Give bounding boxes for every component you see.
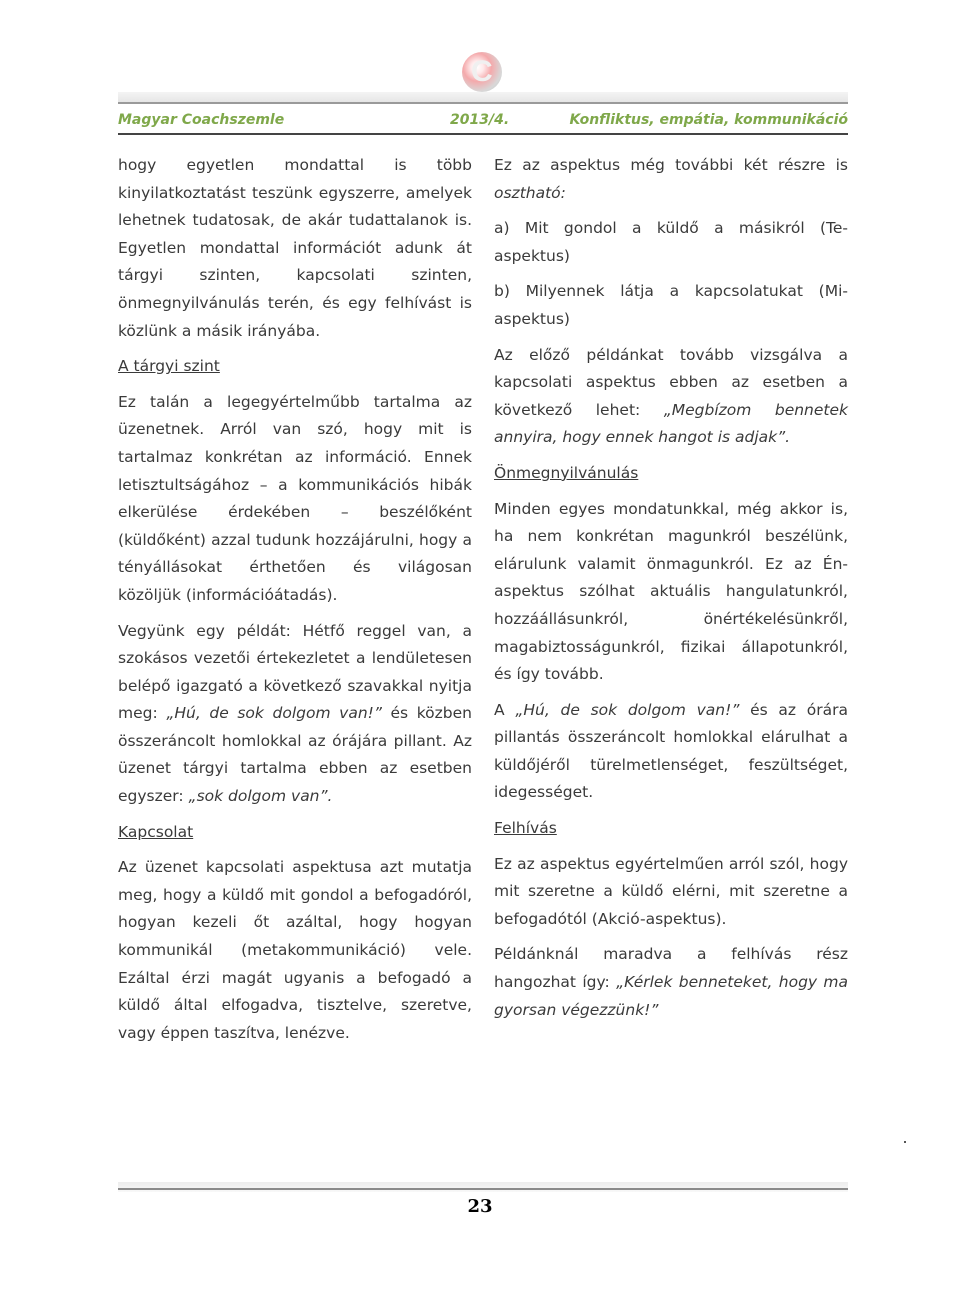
list-item-te-aspektus: a) Mit gondol a küldő a másikról (Te-aspektus) — [494, 219, 848, 265]
footer-band — [118, 1182, 848, 1192]
issue-number: 2013/4. — [450, 112, 510, 128]
paragraph: Az előző példánkat tovább vizsgálva a kapcsolati aspektus ebben az esetben a következő lehet: „Megbízom bennetek annyira, hogy ennek hangot is adjak”. — [494, 345, 848, 447]
footer-rule — [118, 1188, 848, 1190]
scan-speck — [904, 1141, 906, 1143]
paragraph: hogy egyetlen mondattal is több kinyilatkoztatást teszünk egyszerre, amelyek lehetnek tudatosak, de akár tudattalanok is. Egyetlen mondattal információt adunk át tárgyi szinten, kapcsolati szinten, önmegnyilvánulás terén, és egy felhívást is közlünk a másik irányába. — [118, 156, 472, 340]
logo-c-icon: C — [471, 55, 493, 88]
section-heading-targyi-szint: A tárgyi szint — [118, 357, 220, 376]
header-rule — [118, 133, 848, 135]
paragraph: Minden egyes mondatunkkal, még akkor is, ha nem konkrétan magunkról beszélünk, elárulunk valamit önmagunkról. Ez az Én-aspektus szólhat aktuális hangulatunkról, hozzáállásunkról, önértékelésünkről, magabiztosságunkról, fizikai állapotunkról, és így tovább. — [494, 499, 848, 684]
right-column — [494, 152, 848, 1032]
running-header — [118, 112, 848, 132]
page-number: 23 — [467, 1196, 493, 1217]
paragraph: Ez talán a legegyértelműbb tartalma az üzenetnek. Arról van szó, hogy mit is tartalmaz konkrétan az információ. Ennek letisztultságához – a kommunikációs hibák elkerülése érdekében – beszélőként (küldőként) azzal tudunk hozzájárulni, hogy a tényállásokat érthetően és világosan közöljük (információátadás). — [118, 392, 472, 604]
issue-topic: Konfliktus, empátia, kommunikáció — [569, 112, 848, 128]
list-item-mi-aspektus: b) Milyennek látja a kapcsolatukat (Mi-aspektus) — [494, 282, 848, 328]
paragraph: Vegyünk egy példát: Hétfő reggel van, a szokásos vezetői értekezletet a lendületesen belépő igazgató a következő szavakkal nyitja meg: „Hú, de sok dolgom van!” és közben összeráncolt homlokkal az órájára pillant. Az üzenet tárgyi tartalma ebben az esetben egyszer: „sok dolgom van”. — [118, 621, 472, 806]
paragraph: Ez az aspektus még további két részre is osztható: — [494, 156, 848, 202]
journal-name: Magyar Coachszemle — [118, 112, 285, 128]
section-heading-kapcsolat: Kapcsolat — [118, 822, 194, 841]
header-top-rule — [118, 102, 848, 104]
journal-logo — [462, 52, 502, 92]
paragraph: Példánknál maradva a felhívás rész hangozhat így: „Kérlek benneteket, hogy ma gyorsan végezzünk!” — [494, 945, 848, 1019]
section-heading-onmegnyilvanulas: Önmegnyilvánulás — [494, 463, 639, 482]
header-band — [118, 92, 848, 102]
left-column — [118, 152, 472, 1055]
section-heading-felhivas: Felhívás — [494, 819, 557, 838]
paragraph: Ez az aspektus egyértelműen arról szól, hogy mit szeretne a küldő elérni, mit szeretne a befogadótól (Akció-aspektus). — [494, 854, 848, 928]
paragraph: Az üzenet kapcsolati aspektusa azt mutatja meg, hogy a küldő mit gondol a befogadóról, hogyan kezeli őt azáltal, hogy hogyan kommunikál (metakommunikáció) vele. Ezáltal érzi magát ugyanis a befogadó a küldő által elfogadva, tisztelve, szeretve, vagy éppen taszítva, lenézve. — [118, 858, 472, 1042]
paragraph: A „Hú, de sok dolgom van!” és az órára pillantás összeráncolt homlokkal elárulhat a küldőjéről türelmetlenséget, feszültséget, idegességet. — [494, 700, 848, 802]
